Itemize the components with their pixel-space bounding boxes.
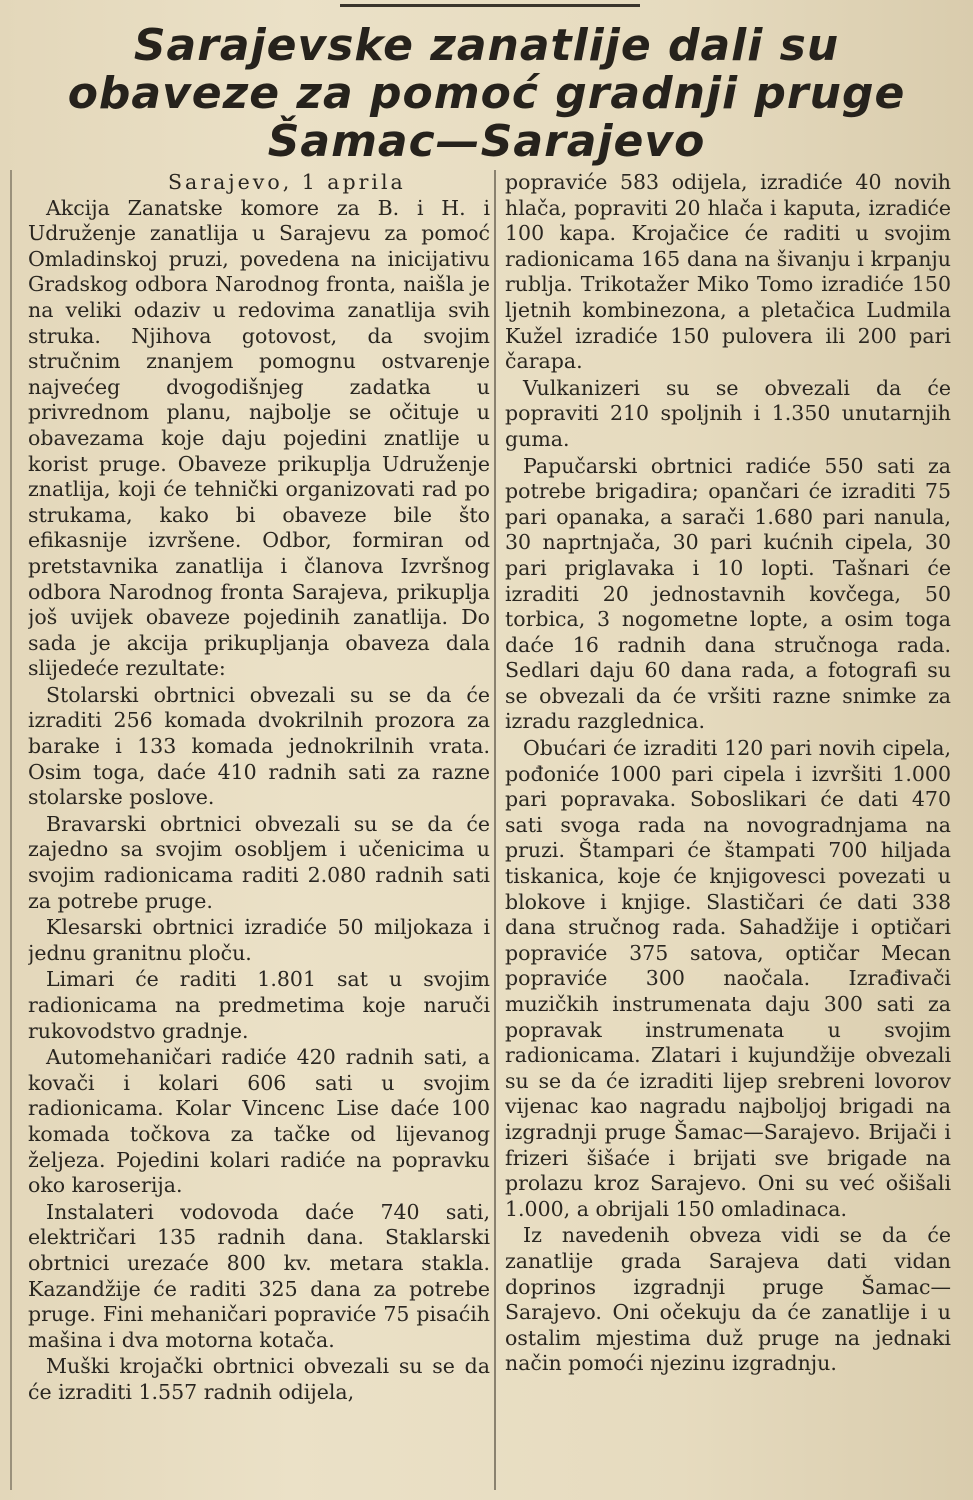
headline [20, 22, 953, 166]
paragraph-obucari: Obućari će izraditi 120 pari novih cipela, pođoniće 1000 pari cipela i izvršiti 1.000 pari popravaka. Soboslikari će dati 470 sati svoga rada na novogradnjama na pruzi. Štampari će štampati 700 hiljada tiskanica, koje će knjigovesci povezati u blokove i knjige. Slastičari će dati 338 dana stručnog rada. Sahadžije i optičari popraviće 375 satova, optičar Mecan popraviće 300 naočala. Izrađivači muzičkih instrumenata daju 300 sati za popravak instrumenata u svojim radionicama. Zlatari i kujundžije obvezali su se da će izraditi lijep srebreni lovorov vijenac kao nagradu najboljoj brigadi na izgradnji pruge Šamac—Sarajevo. Brijači i frizeri šišaće i brijati sve brigade na prolazu kroz Sarajevo. Oni su već ošišali 1.000, a obrijali 150 omladinaca. [505, 736, 951, 1221]
paragraph-vulkanizeri: Vulkanizeri su se obvezali da će popraviti 210 spoljnih i 1.350 unutarnjih guma. [505, 375, 951, 451]
paragraph-krojaci-cont: popraviće 583 odijela, izradiće 40 novih hlača, popraviti 20 hlača i kaputa, izradiće 100 kapa. Krojačice će raditi u svojim radionicama 165 dana na šivanju i krpanju rublja. Trikotažer Miko Tomo izradiće 150 ljetnih kombinezona, a pletačica Ludmila Kužel izradiće 150 pulovera ili 200 pari čarapa. [505, 170, 951, 374]
headline-line-1: Sarajevske zanatlije dali su [133, 20, 840, 71]
headline-line-2: obaveze za pomoć gradnji pruge [67, 68, 906, 119]
paragraph-krojaci: Muški krojački obrtnici obvezali su se da će izraditi 1.557 radnih odijela, [28, 1354, 490, 1404]
column-divider [494, 170, 496, 1490]
paragraph-instalateri: Instalateri vodovoda daće 740 sati, električari 135 radnih dana. Staklarski obrtnici urezaće 800 kv. metara stakla. Kazandžije će raditi 325 dana za potrebe pruge. Fini mehaničari popraviće 75 pisaćih mašina i dva motorna kotača. [28, 1199, 490, 1352]
top-rule [340, 4, 640, 7]
paragraph-conclusion: Iz navedenih obveza vidi se da će zanatlije grada Sarajeva dati vidan doprinos izgradnji pruge Šamac—Sarajevo. Oni očekuju da će zanatlije i u ostalim mjestima duž pruge na jednaki način pomoći njezinu izgradnju. [505, 1223, 951, 1376]
article-column-right [505, 170, 951, 1500]
paragraph-automehanicari: Automehaničari radiće 420 radnih sati, a kovači i kolari 606 sati u svojim radionicama. Kolar Vincenc Lise daće 100 komada točkova za tačke od lijevanog željeza. Pojedini kolari radiće na popravku oko karoserija. [28, 1045, 490, 1198]
headline-line-3: Šamac—Sarajevo [267, 116, 706, 167]
article-column-left [28, 170, 490, 1500]
paragraph-stolari: Stolarski obrtnici obvezali su se da će izraditi 256 komada dvokrilnih prozora za barake i 133 komada jednokrilnih vrata. Osim toga, daće 410 radnih sati za razne stolarske poslove. [28, 682, 490, 810]
left-border [10, 170, 12, 1490]
paragraph-intro: Akcija Zanatske komore za B. i H. i Udruženje zanatlija u Sarajevu za pomoć Omladinskoj pruzi, povedena na inicijativu Gradskog odbora Narodnog fronta, naišla je na veliki odaziv u redovima zanatlija svih struka. Njihova gotovost, da svojim stručnim znanjem pomognu ostvarenje najvećeg dvogodišnjeg zadatka u privrednom planu, najbolje se očituje u obavezama koje daju pojedini znatlije u korist pruge. Obaveze prikuplja Udruženje znatlija, koji će tehnički organizovati rad po strukama, kako bi obaveze bile što efikasnije izvršene. Odbor, formiran od pretstavnika zanatlija i članova Izvršnog odbora Narodnog fronta Sarajeva, prikuplja još uvijek obaveze pojedinih zanatlija. Do sada je akcija prikupljanja obaveza dala slijedeće rezultate: [28, 195, 490, 681]
paragraph-papucari: Papučarski obrtnici radiće 550 sati za potrebe brigadira; opančari će izraditi 75 pari opanaka, a sarači 1.680 pari nanula, 30 naprtnjača, 30 pari kućnih cipela, 30 pari priglavaka i 10 lopti. Tašnari će izraditi 20 jednostavnih kovčega, 50 torbica, 3 nogometne lopte, a osim toga daće 16 radnih dana stručnoga rada. Sedlari daju 60 dana rada, a fotografi su se obvezali da će vršiti razne snimke za izradu razglednica. [505, 453, 951, 734]
paragraph-klesari: Klesarski obrtnici izradiće 50 miljokaza i jednu granitnu ploču. [28, 915, 490, 965]
paragraph-bravari: Bravarski obrtnici obvezali su se da će zajedno sa svojim osobljem i učenicima u svojim radionicama raditi 2.080 radnih sati za potrebe pruge. [28, 811, 490, 913]
paragraph-limari: Limari će raditi 1.801 sat u svojim radionicama na predmetima koje naruči rukovodstvo gradnje. [28, 967, 490, 1043]
dateline: Sarajevo, 1 aprila [168, 170, 406, 194]
